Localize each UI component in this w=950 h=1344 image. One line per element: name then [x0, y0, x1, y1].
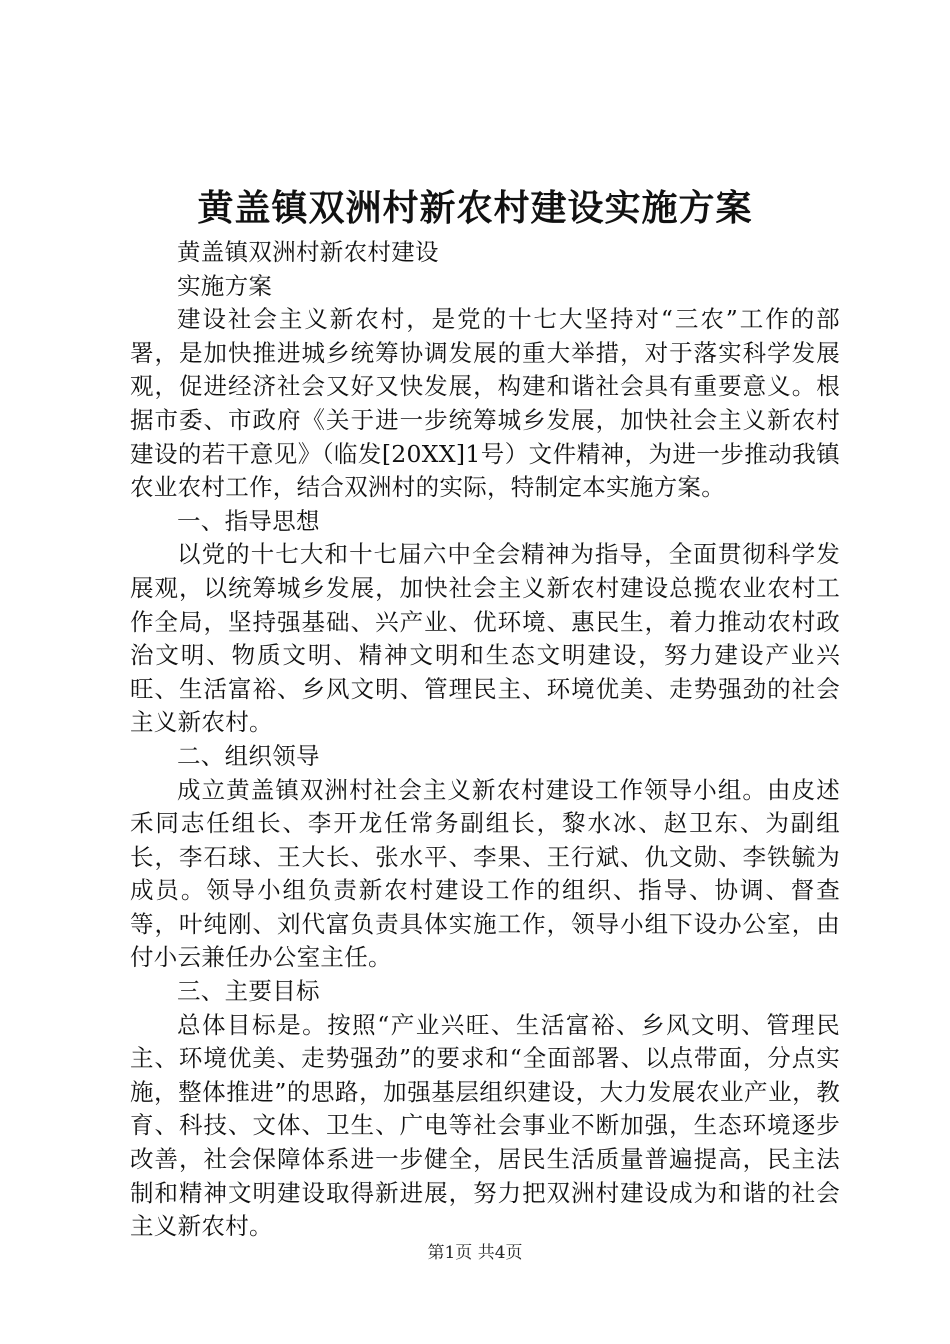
document-title: 黄盖镇双洲村新农村建设实施方案	[197, 187, 753, 229]
subtitle-line-2: 实施方案	[177, 271, 273, 300]
guiding-ideology-paragraph: 以党的十七大和十七届六中全会精神为指导，全面贯彻科学发展观，以统筹城乡发展，加快社会主义新农村建设总揽农业农村工作全局，坚持强基础、兴产业、优环境、惠民生，着力推动农村政治文明、物质文明、精神文明和生态文明建设，努力建设产业兴旺、生活富裕、乡风文明、管理民主、环境优美、走势强劲的社会主义新农村。	[130, 540, 840, 737]
document-body	[130, 236, 840, 1244]
intro-paragraph: 建设社会主义新农村，是党的十七大坚持对“三农”工作的部署，是加快推进城乡统筹协调发展的重大举措，对于落实科学发展观，促进经济社会又好又快发展，构建和谐社会具有重要意义。根据市委、市政府《关于进一步统筹城乡发展，加快社会主义新农村建设的若干意见》（临发[20XX]1号）文件精神，为进一步推动我镇农业农村工作，结合双洲村的实际，特制定本实施方案。	[130, 305, 840, 502]
section-heading-guiding-ideology: 一、指导思想	[177, 506, 320, 535]
main-goals-paragraph: 总体目标是。按照“产业兴旺、生活富裕、乡风文明、管理民主、环境优美、走势强劲”的要求和“全面部署、以点带面，分点实施，整体推进”的思路，加强基层组织建设，大力发展农业产业，教育、科技、文体、卫生、广电等社会事业不断加强，生态环境逐步改善，社会保障体系进一步健全，居民生活质量普遍提高，民主法制和精神文明建设取得新进展，努力把双洲村建设成为和谐的社会主义新农村。	[130, 1010, 840, 1241]
page-number-footer: 第1页 共4页	[427, 1243, 523, 1263]
section-heading-organization: 二、组织领导	[177, 741, 320, 770]
subtitle-line-1: 黄盖镇双洲村新农村建设	[177, 238, 439, 266]
section-heading-main-goals: 三、主要目标	[177, 977, 320, 1006]
organization-paragraph: 成立黄盖镇双洲村社会主义新农村建设工作领导小组。由皮述禾同志任组长、李开龙任常务副组长，黎水冰、赵卫东、为副组长，李石球、王大长、张水平、李果、王行斌、仇文勋、李铁毓为成员。领导小组负责新农村建设工作的组织、指导、协调、督查等，叶纯刚、刘代富负责具体实施工作，领导小组下设办公室，由付小云兼任办公室主任。	[130, 775, 840, 972]
